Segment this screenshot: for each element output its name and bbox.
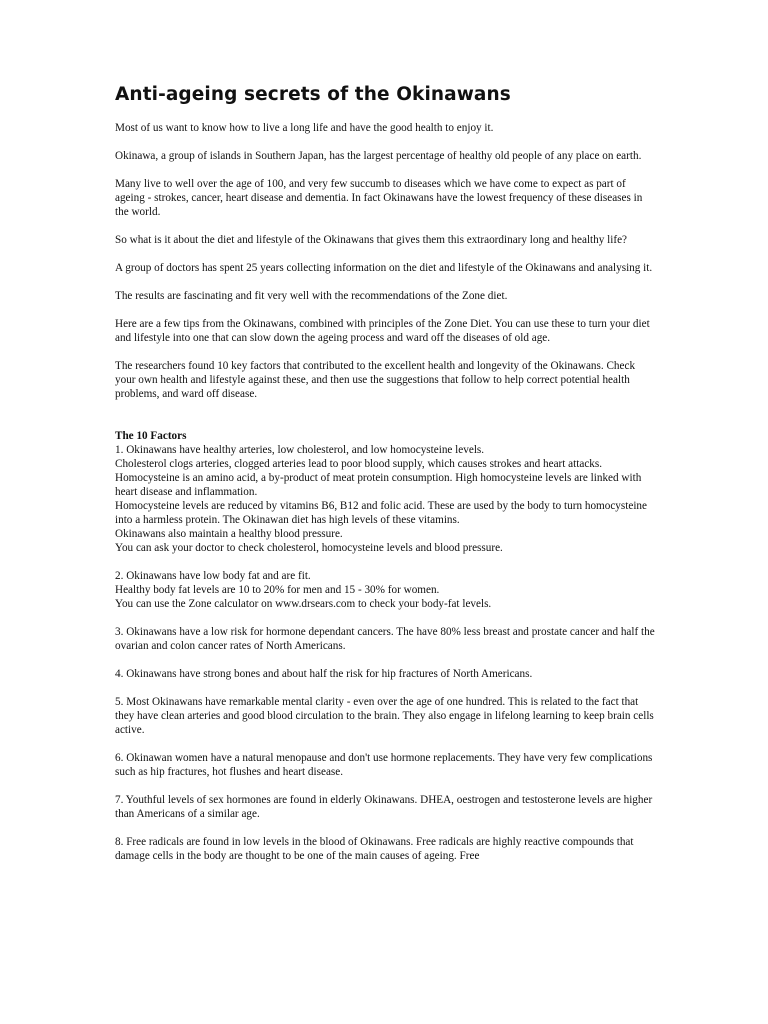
- intro-paragraph: The results are fascinating and fit very well with the recommendations of the Zone diet.: [115, 290, 508, 302]
- factor-line: You can ask your doctor to check cholesterol, homocysteine levels and blood pressure.: [115, 542, 503, 554]
- intro-paragraph: Most of us want to know how to live a long life and have the good health to enjoy it.: [115, 122, 494, 134]
- factor-item-1: [115, 443, 655, 555]
- factor-item-8: 8. Free radicals are found in low levels in the blood of Okinawans. Free radicals are highly reactive compounds that damage cells in the body are thought to be one of the main causes of ageing. Free: [115, 836, 634, 862]
- factor-line: You can use the Zone calculator on www.drsears.com to check your body-fat levels.: [115, 598, 492, 610]
- factor-line: Homocysteine levels are reduced by vitamins B6, B12 and folic acid. These are used by the body to turn homocysteine into a harmless protein. The Okinawan diet has high levels of these vitamins.: [115, 500, 647, 526]
- intro-paragraph: The researchers found 10 key factors that contributed to the excellent health and longevity of the Okinawans. Check your own health and lifestyle against these, and then use the suggestions that follow to help correct potential health problems, and ward off disease.: [115, 360, 636, 400]
- factor-line: 2. Okinawans have low body fat and are fit.: [115, 570, 311, 582]
- intro-paragraph: Many live to well over the age of 100, and very few succumb to diseases which we have come to expect as part of ageing - strokes, cancer, heart disease and dementia. In fact Okinawans have the lowest frequency of these diseases in the world.: [115, 178, 643, 218]
- spacer: [115, 415, 655, 429]
- factor-item-4: 4. Okinawans have strong bones and about half the risk for hip fractures of North Americans.: [115, 668, 533, 680]
- factor-line: Healthy body fat levels are 10 to 20% for men and 15 - 30% for women.: [115, 584, 440, 596]
- factor-line: Homocysteine is an amino acid, a by-product of meat protein consumption. High homocysteine levels are linked with heart disease and inflammation.: [115, 472, 642, 498]
- document-page: [115, 83, 655, 877]
- factor-item-5: 5. Most Okinawans have remarkable mental clarity - even over the age of one hundred. This is related to the fact that they have clean arteries and good blood circulation to the brain. They also engage in lifelong learning to keep brain cells active.: [115, 696, 654, 736]
- factor-line: Cholesterol clogs arteries, clogged arteries lead to poor blood supply, which causes strokes and heart attacks.: [115, 458, 603, 470]
- factor-item-6: 6. Okinawan women have a natural menopause and don't use hormone replacements. They have very few complications such as hip fractures, hot flushes and heart disease.: [115, 752, 653, 778]
- intro-paragraph: A group of doctors has spent 25 years collecting information on the diet and lifestyle of the Okinawans and analysing it.: [115, 262, 653, 274]
- intro-paragraph: So what is it about the diet and lifestyle of the Okinawans that gives them this extraordinary long and healthy life?: [115, 234, 628, 246]
- factor-line: Okinawans also maintain a healthy blood pressure.: [115, 528, 343, 540]
- intro-paragraph: Here are a few tips from the Okinawans, combined with principles of the Zone Diet. You can use these to turn your diet and lifestyle into one that can slow down the ageing process and ward off the diseases of old age.: [115, 318, 650, 344]
- document-title: Anti-ageing secrets of the Okinawans: [115, 84, 511, 105]
- factor-item-2: [115, 569, 655, 611]
- factor-line: 1. Okinawans have healthy arteries, low cholesterol, and low homocysteine levels.: [115, 444, 485, 456]
- factors-heading: The 10 Factors: [115, 430, 187, 442]
- intro-paragraph: Okinawa, a group of islands in Southern Japan, has the largest percentage of healthy old people of any place on earth.: [115, 150, 642, 162]
- factor-item-7: 7. Youthful levels of sex hormones are found in elderly Okinawans. DHEA, oestrogen and testosterone levels are higher than Americans of a similar age.: [115, 794, 653, 820]
- factor-item-3: 3. Okinawans have a low risk for hormone dependant cancers. The have 80% less breast and prostate cancer and half the ovarian and colon cancer rates of North Americans.: [115, 626, 655, 652]
